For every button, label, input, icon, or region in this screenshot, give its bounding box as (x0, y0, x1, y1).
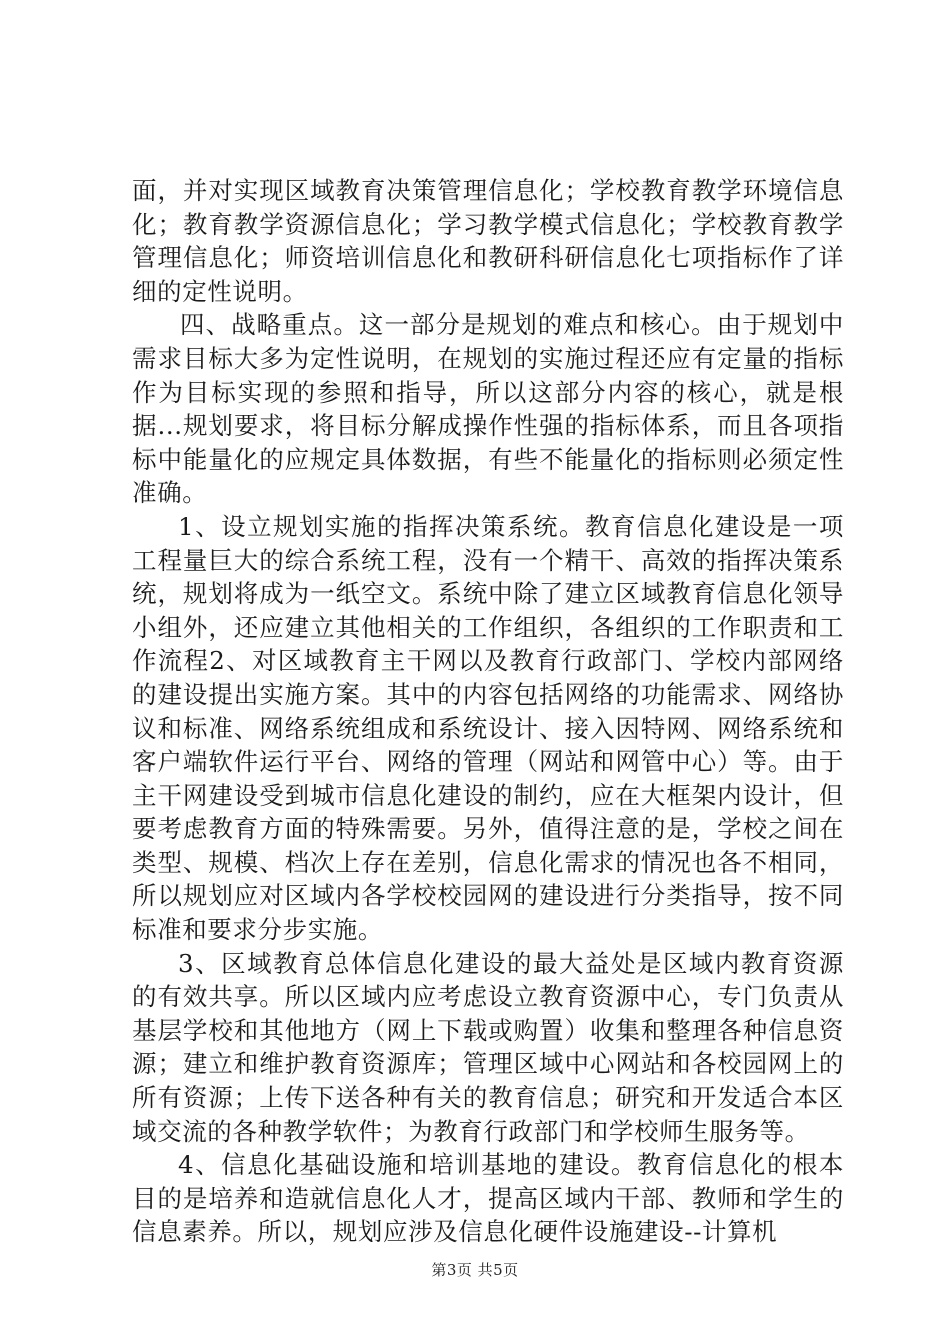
page-number-footer: 第3页 共5页 (431, 1261, 519, 1279)
paragraph-strategic-focus: 四、战略重点。这一部分是规划的难点和核心。由于规划中需求目标大多为定性说明，在规划的实施过程还应有定量的指标作为目标实现的参照和指导，所以这部分内容的核心，就是根据...规划要求，将目标分解成操作性强的指标体系，而且各项指标中能量化的应规定具体数据，有些不能量化的指标则必须定性准确。 (132, 310, 844, 508)
paragraph-command-system: 1、设立规划实施的指挥决策系统。教育信息化建设是一项工程量巨大的综合系统工程，没有一个精干、高效的指挥决策系统，规划将成为一纸空文。系统中除了建立区域教育信息化领导小组外，还应建立其他相关的工作组织，各组织的工作职责和工作流程2、对区域教育主干网以及教育行政部门、学校内部网络的建设提出实施方案。其中的内容包括网络的功能需求、网络协议和标准、网络系统组成和系统设计、接入因特网、网络系统和客户端软件运行平台、网络的管理（网站和网管中心）等。由于主干网建设受到城市信息化建设的制约，应在大框架内设计，但要考虑教育方面的特殊需要。另外，值得注意的是，学校之间在类型、规模、档次上存在差别，信息化需求的情况也各不相同，所以规划应对区域内各学校校园网的建设进行分类指导，按不同标准和要求分步实施。 (132, 511, 844, 945)
document-body (132, 174, 844, 1249)
paragraph-continuation: 面，并对实现区域教育决策管理信息化；学校教育教学环境信息化；教育教学资源信息化；学习教学模式信息化；学校教育教学管理信息化；师资培训信息化和教研科研信息化七项指标作了详细的定性说明。 (132, 176, 844, 306)
paragraph-infrastructure: 4、信息化基础设施和培训基地的建设。教育信息化的根本目的是培养和造就信息化人才，提高区域内干部、教师和学生的信息素养。所以，规划应涉及信息化硬件设施建设--计算机 (132, 1150, 844, 1247)
paragraph-resource-sharing: 3、区域教育总体信息化建设的最大益处是区域内教育资源的有效共享。所以区域内应考虑设立教育资源中心，专门负责从基层学校和其他地方（网上下载或购置）收集和整理各种信息资源；建立和维护教育资源库；管理区域中心网站和各校园网上的所有资源；上传下送各种有关的教育信息；研究和开发适合本区域交流的各种教学软件；为教育行政部门和学校师生服务等。 (132, 948, 844, 1146)
